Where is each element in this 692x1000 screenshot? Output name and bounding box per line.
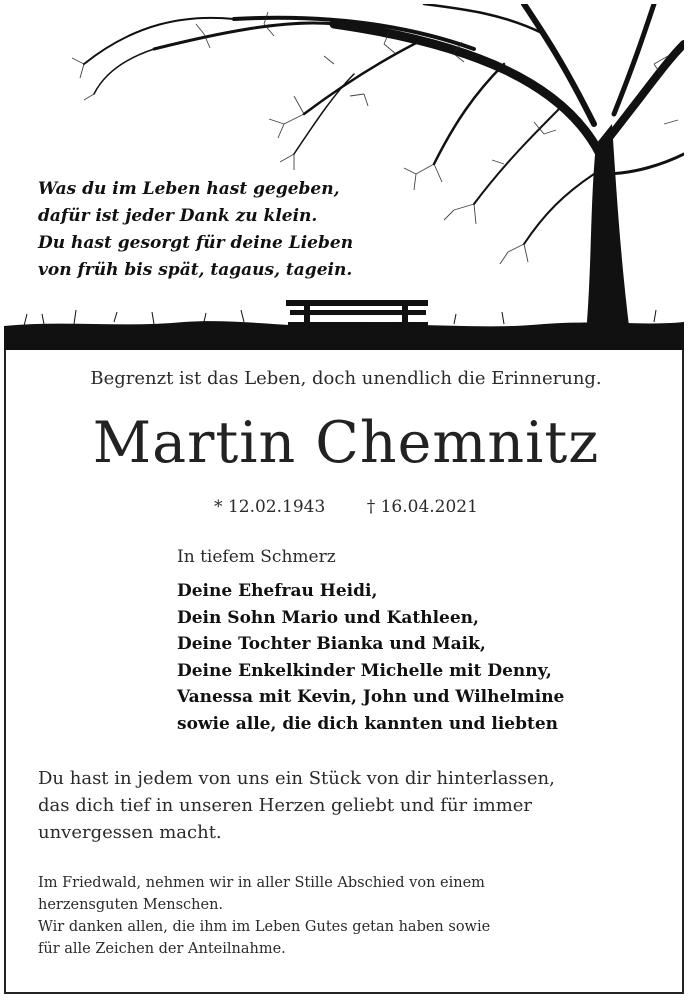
quote-line: Du hast gesorgt für deine Lieben xyxy=(38,233,354,253)
quote-block xyxy=(38,176,353,284)
closing-text xyxy=(38,872,490,960)
closing-line: für alle Zeichen der Anteilnahme. xyxy=(38,941,286,957)
mourners-list xyxy=(177,578,564,737)
closing-line: Im Friedwald, nehmen wir in aller Stille Abschied von einem xyxy=(38,875,485,891)
legacy-line: das dich tief in unseren Herzen geliebt und für immer xyxy=(38,795,533,816)
legacy-line: Du hast in jedem von uns ein Stück von dir hinterlassen, xyxy=(38,768,555,789)
legacy-text xyxy=(38,765,555,846)
mourner-line: Deine Ehefrau Heidi, xyxy=(177,581,378,601)
closing-line: herzensguten Menschen. xyxy=(38,897,224,913)
mourner-line: Dein Sohn Mario und Kathleen, xyxy=(177,607,479,628)
mourner-line: Deine Tochter Bianka und Maik, xyxy=(177,634,486,654)
closing-line: Wir danken allen, die ihm im Leben Gutes getan haben sowie xyxy=(38,919,491,935)
quote-line: dafür ist jeder Dank zu klein. xyxy=(38,206,318,226)
deceased-name: Martin Chemnitz xyxy=(92,410,600,476)
mourner-line: sowie alle, die dich kannten und liebten xyxy=(177,713,559,734)
mourner-line: Vanessa mit Kevin, John und Wilhelmine xyxy=(177,687,565,707)
death-date: † 16.04.2021 xyxy=(366,497,478,517)
birth-date: * 12.02.1943 xyxy=(214,497,326,517)
mourners-intro: In tiefem Schmerz xyxy=(177,547,336,567)
mourner-line: Deine Enkelkinder Michelle mit Denny, xyxy=(177,660,552,681)
quote-line: von früh bis spät, tagaus, tagein. xyxy=(38,260,353,280)
quote-line: Was du im Leben hast gegeben, xyxy=(38,179,340,199)
legacy-line: unvergessen macht. xyxy=(38,822,222,843)
hero-image xyxy=(4,4,684,350)
life-dates xyxy=(0,497,692,517)
motto: Begrenzt ist das Leben, doch unendlich die Erinnerung. xyxy=(90,368,602,389)
